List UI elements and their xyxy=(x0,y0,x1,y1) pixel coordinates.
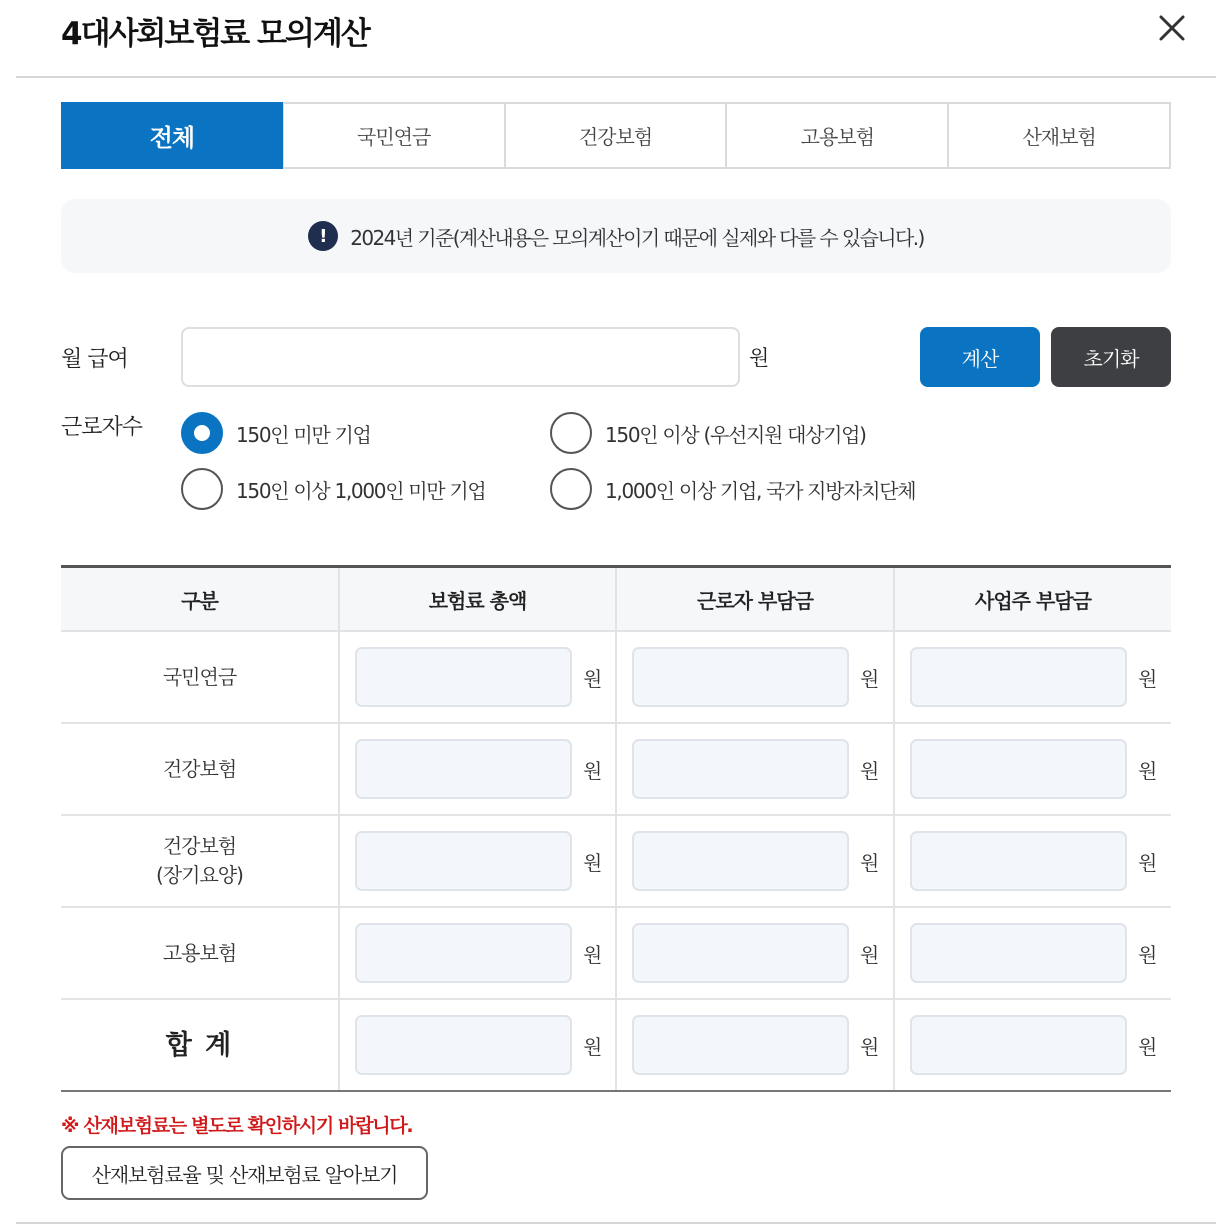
radio-150-plus-priority[interactable] xyxy=(550,412,866,454)
radio-checked-icon xyxy=(181,412,223,454)
tab-bar xyxy=(61,102,1171,169)
total-amount-field[interactable] xyxy=(355,831,572,891)
column-header-category: 구분 xyxy=(61,568,340,630)
row-label: 건강보험 (장기요양) xyxy=(61,816,340,906)
salary-unit: 원 xyxy=(749,346,770,370)
unit: 원 xyxy=(1138,1034,1158,1059)
premium-table xyxy=(61,565,1171,1092)
warning-text: ※ 산재보험료는 별도로 확인하시기 바랍니다. xyxy=(61,1115,413,1137)
row-label: 건강보험 xyxy=(61,724,340,814)
tab-national-pension[interactable]: 국민연금 xyxy=(283,102,505,169)
unit: 원 xyxy=(860,666,880,691)
tab-employment-insurance[interactable]: 고용보험 xyxy=(726,102,948,169)
cell-employee xyxy=(617,908,895,998)
unit: 원 xyxy=(1138,758,1158,783)
radio-unchecked-icon xyxy=(181,468,223,510)
table-row xyxy=(61,908,1171,1000)
cell-employee xyxy=(617,724,895,814)
total-amount-field[interactable] xyxy=(355,647,572,707)
cell-total xyxy=(340,908,617,998)
total-amount-field[interactable] xyxy=(355,1015,572,1075)
cell-employer xyxy=(895,632,1171,722)
modal-header xyxy=(0,0,1226,78)
reset-button[interactable]: 초기화 xyxy=(1051,327,1171,387)
cell-employee xyxy=(617,1000,895,1090)
column-header-employer: 사업주 부담금 xyxy=(975,588,1091,613)
radio-label: 1,000인 이상 기업, 국가 지방자치단체 xyxy=(605,478,916,503)
cell-employee xyxy=(617,816,895,906)
unit: 원 xyxy=(583,850,603,875)
radio-unchecked-icon xyxy=(550,468,592,510)
unit: 원 xyxy=(860,1034,880,1059)
unit: 원 xyxy=(860,850,880,875)
row-label: 국민연금 xyxy=(61,632,340,722)
radio-label: 150인 이상 1,000인 미만 기업 xyxy=(236,478,486,503)
cell-total xyxy=(340,632,617,722)
employee-amount-field[interactable] xyxy=(632,923,849,983)
unit: 원 xyxy=(583,1034,603,1059)
tab-health-insurance[interactable]: 건강보험 xyxy=(505,102,727,169)
cell-employer xyxy=(895,816,1171,906)
radio-label: 150인 이상 (우선지원 대상기업) xyxy=(605,422,866,447)
cell-employer xyxy=(895,1000,1171,1090)
cell-total xyxy=(340,724,617,814)
column-header-employee: 근로자 부담금 xyxy=(617,568,895,630)
radio-label: 150인 미만 기업 xyxy=(236,422,371,447)
employee-amount-field[interactable] xyxy=(632,739,849,799)
employee-amount-field[interactable] xyxy=(632,647,849,707)
workers-label: 근로자수 xyxy=(61,415,143,440)
cell-employee xyxy=(617,632,895,722)
bottom-divider xyxy=(16,1222,1216,1224)
total-amount-field[interactable] xyxy=(355,923,572,983)
header-divider xyxy=(16,76,1216,78)
tab-all[interactable]: 전체 xyxy=(61,102,283,169)
unit: 원 xyxy=(860,758,880,783)
total-amount-field[interactable] xyxy=(355,739,572,799)
employer-amount-field[interactable] xyxy=(910,739,1127,799)
unit: 원 xyxy=(583,758,603,783)
cell-employer xyxy=(895,724,1171,814)
exclamation-icon: ! xyxy=(308,221,338,251)
employer-amount-field[interactable] xyxy=(910,831,1127,891)
table-header xyxy=(61,568,1171,632)
employer-amount-field[interactable] xyxy=(910,1015,1127,1075)
unit: 원 xyxy=(1138,850,1158,875)
employer-amount-field[interactable] xyxy=(910,647,1127,707)
employer-amount-field[interactable] xyxy=(910,923,1127,983)
salary-label: 월 급여 xyxy=(61,347,128,372)
table-row xyxy=(61,632,1171,724)
table-row-total xyxy=(61,1000,1171,1092)
tab-industrial-accident-insurance[interactable]: 산재보험 xyxy=(948,102,1171,169)
unit: 원 xyxy=(1138,942,1158,967)
radio-1000-plus-government[interactable] xyxy=(550,468,915,510)
column-header-total: 보험료 총액 xyxy=(340,568,617,630)
unit: 원 xyxy=(860,942,880,967)
table-row xyxy=(61,816,1171,908)
industrial-accident-info-button[interactable]: 산재보험료율 및 산재보험료 알아보기 xyxy=(61,1146,428,1200)
calculate-button[interactable]: 계산 xyxy=(920,327,1040,387)
cell-total xyxy=(340,1000,617,1090)
table-row xyxy=(61,724,1171,816)
cell-employer xyxy=(895,908,1171,998)
modal-title: 4대사회보험료 모의계산 xyxy=(61,16,369,52)
cell-total xyxy=(340,816,617,906)
employee-amount-field[interactable] xyxy=(632,831,849,891)
notice-box xyxy=(61,199,1171,273)
notice-text: 2024년 기준(계산내용은 모의계산이기 때문에 실제와 다를 수 있습니다.) xyxy=(350,225,924,250)
close-icon[interactable] xyxy=(1156,12,1188,44)
unit: 원 xyxy=(1138,666,1158,691)
radio-under-150[interactable] xyxy=(181,412,371,454)
unit: 원 xyxy=(583,666,603,691)
radio-150-to-1000[interactable] xyxy=(181,468,485,510)
salary-input[interactable] xyxy=(181,327,740,387)
row-label-total: 합 계 xyxy=(61,1000,340,1090)
radio-unchecked-icon xyxy=(550,412,592,454)
unit: 원 xyxy=(583,942,603,967)
row-label: 고용보험 xyxy=(61,908,340,998)
employee-amount-field[interactable] xyxy=(632,1015,849,1075)
